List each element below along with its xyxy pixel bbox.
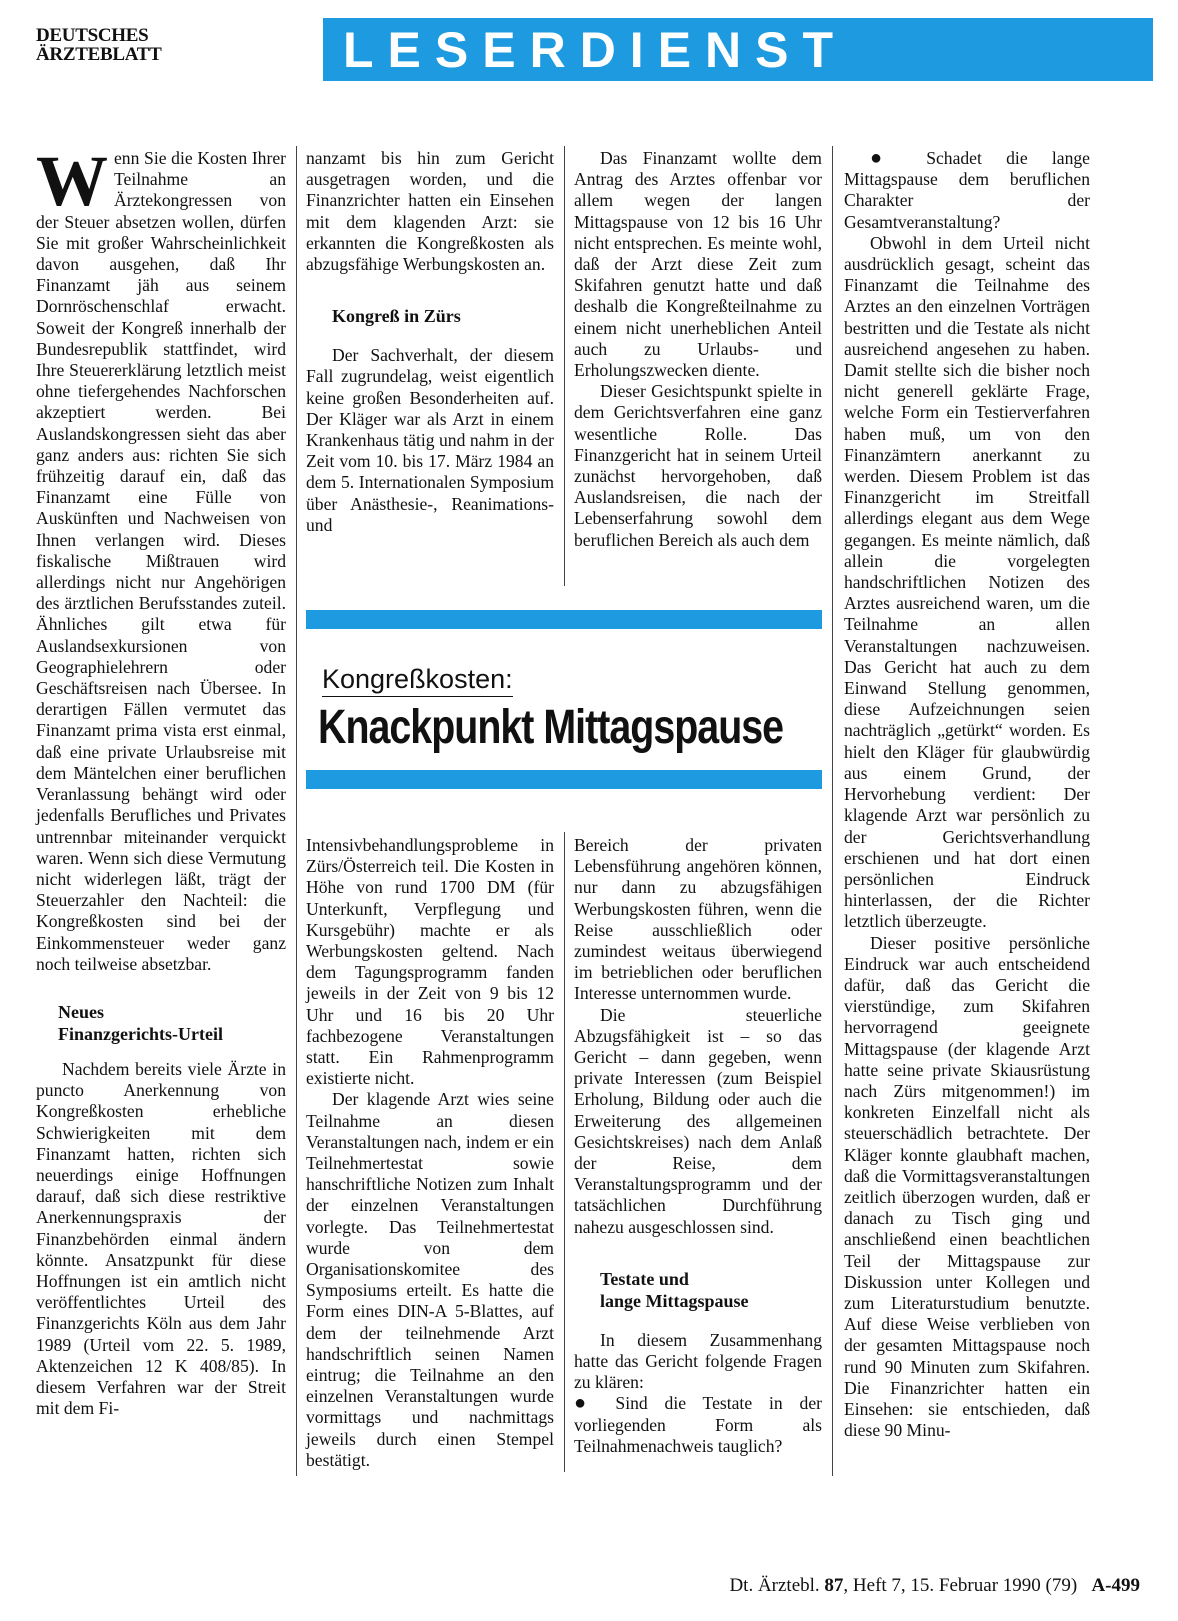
column-3-top [574, 148, 822, 551]
intro-paragraph [36, 141, 286, 975]
intro-text: enn Sie die Kosten Ihrer Teilnahme an Ärztekongressen von der Steuer absetzen wollen, dürfen Sie mit großer Wahrscheinlichkeit davon ausgehen, daß Ihr Finanzamt jäh aus seinem Dornröschenschlaf erwacht. Soweit der Kongreß innerhalb der Bundesrepublik stattfindet, wird Ihre Steuererklärung letztlich meist ohne tiefergehendes Nachforschen akzeptiert werden. Bei Auslandskongressen sieht das aber ganz anders aus: richten Sie sich frühzeitig darauf ein, daß das Finanzamt eine Fülle von Auskünften und Nachweisen von Ihnen verlangen wird. Dieses fiskalische Mißtrauen wird allerdings nicht nur Angehörigen des ärztlichen Berufsstandes zuteil. Ähnliches gilt etwa für Auslandsexkursionen von Geographielehrern oder Geschäftsreisen nach Übersee. In derartigen Fällen vermutet das Finanzamt prima vista erst einmal, daß eine private Urlaubsreise mit dem Mäntelchen einer beruflichen Veranlassung behängt wird oder jedenfalls Berufliches und Privates untrennbar miteinander verquickt waren. Wenn sich diese Vermutung nicht widerlegen läßt, trägt der Steuerzahler den Nachteil: die Kongreßkosten sind bei der Einkommensteuer weder ganz noch teilweise absetzbar. [36, 148, 286, 974]
bullet-item-2 [844, 148, 1090, 233]
column-3-bottom [574, 835, 822, 1457]
masthead-line2: ÄRZTEBLATT [36, 44, 162, 65]
paragraph: Der klagende Arzt wies seine Teilnahme an diesen Veranstaltungen nach, indem er ein Teilnehmertestat sowie hanschriftliche Notizen zum Inhalt der einzelnen Veranstaltungen vorlegte. Das Teilnehmertestat wurde von dem Organisationskomitee des Symposiums erteilt. Es hatte die Form eines DIN-A 5-Blattes, auf dem der teilnehmende Arzt handschriftlich seinen Namen eintrug; die Teilnahme an den einzelnen Veranstaltungen wurde vormittags und nachmittags jeweils durch einen Stempel bestätigt. [306, 1089, 554, 1470]
paragraph: Dieser positive persönliche Eindruck war auch entscheidend dafür, daß das Gericht die vierstündige, zum Skifahren hervorragend geeignete Mittagspause (der klagende Arzt hatte seine private Skiausrüstung nach Zürs mitgenommen!) im konkreten Einzelfall nicht als steuerschädlich betrachtete. Der Kläger konnte glaubhaft machen, daß die Vormittagsveranstaltungen zeitlich überzogen wurden, daß er danach zu Tisch ging und anschließend einen beachtlichen Teil der Mittagspause zur Diskussion unter Kollegen und zum Literaturstudium benutzte. Auf diese Weise verblieben von der gesamten Mittagspause noch rund 90 Minuten zum Skifahren. Die Finanzrichter hatten ein Einsehen: sie entschieden, daß diese 90 Minu- [844, 932, 1090, 1441]
column-rule-1 [296, 146, 297, 1476]
bullet-dot-icon: ● [574, 1392, 599, 1415]
paragraph: In diesem Zusammenhang hatte das Gericht folgende Fragen zu klären: [574, 1329, 822, 1393]
column-2-bottom [306, 835, 554, 1471]
paragraph: nanzamt bis hin zum Gericht ausgetragen worden, und die Finanzrichter hatten ein Einsehen mit dem klagenden Arzt: sie erkannten die Kongreßkosten als abzugsfähige Werbungskosten an. [306, 148, 554, 275]
column-rule-2b [564, 832, 565, 1472]
subhead-testate-line2: lange Mittagspause [600, 1290, 749, 1311]
paragraph: Nachdem bereits viele Ärzte in puncto Anerkennung von Kongreßkosten erhebliche Schwierigkeiten mit dem Finanzamt hatten, richten sich neuerdings einige Hoffnungen darauf, daß sich diese restriktive Anerkennungspraxis der Finanzbehörden einmal ändern könnte. Ansatzpunkt für diese Hoffnungen ist ein amtlich nicht veröffentlichtes Urteil des Finanzgerichts Köln aus dem Jahr 1989 (Urteil vom 22. 5. 1989, Aktenzeichen 12 K 408/85). In diesem Verfahren war der Streit mit dem Fi- [36, 1058, 286, 1419]
subhead-kongress-zuers: Kongreß in Zürs [332, 306, 461, 327]
page-footer [640, 1574, 1140, 1598]
column-4 [844, 148, 1090, 1441]
subhead-testate [574, 1268, 822, 1312]
paragraph: Obwohl in dem Urteil nicht ausdrücklich gesagt, scheint das Finanzamt die Teilnahme des Arztes an den einzelnen Vorträgen bestritten und die Testate als nicht ausreichend angesehen zu haben. Damit stellte sich die bisher noch nicht generell geklärte Frage, welche Form ein Testierverfahren haben muß, um von den Finanzämtern anerkannt zu werden. Diesem Problem ist das Finanzgericht im Streitfall allerdings elegant aus dem Wege gegangen. Es meinte nämlich, daß allein die vorgelegten handschriftlichen Notizen des Arztes ausreichend waren, um die Teilnahme an allen Veranstaltungen nachzuweisen. Das Gericht hat auch zu dem Einwand Stellung genommen, diese Aufzeichnungen seien nachträglich „getürkt“ worden. Es hielt den Kläger für glaubwürdig aus einem Grund, der Hervorhebung verdient: Der klagende Arzt war persönlich zu der Gerichtsverhandlung erschienen und hat dort einen persönlichen Eindruck hinterlassen, der die Richter letztlich überzeugte. [844, 232, 1090, 932]
subhead-neues-urteil [32, 1001, 286, 1045]
headline: Knackpunkt Mittagspause [318, 701, 784, 754]
paragraph: Dieser Gesichtspunkt spielte in dem Gerichtsverfahren eine ganz wesentliche Rolle. Das Finanzgericht hat in seinem Urteil zunächst hervorgehoben, daß Auslandsreisen, die nach der Lebenserfahrung sowohl dem beruflichen Bereich als auch dem [574, 381, 822, 550]
bullet-text: Schadet die lange Mittagspause dem beruflichen Charakter der Gesamtveranstaltung? [844, 148, 1090, 232]
masthead [36, 26, 216, 64]
footer-page-number: A-499 [1091, 1575, 1140, 1596]
subhead-neues-line2: Finanzgerichts-Urteil [58, 1023, 223, 1044]
paragraph: Intensivbehandlungsprobleme in Zürs/Österreich teil. Die Kosten in Höhe von rund 1700 DM (für Unterkunft, Verpflegung und Kursgebühr) machte er als Werbungskosten geltend. Nach dem Tagungsprogramm fanden jeweils in der Zeit von 9 bis 12 Uhr und 16 bis 20 Uhr fachbezogene Veranstaltungen statt. Ein Rahmenprogramm existierte nicht. [306, 835, 554, 1089]
bullet-item-1 [574, 1393, 822, 1457]
footer-issue: , Heft 7, 15. Februar 1990 (79) [843, 1575, 1078, 1596]
footer-volume: 87 [824, 1575, 844, 1596]
footer-journal: Dt. Ärztebl. [729, 1575, 820, 1596]
column-rule-3 [832, 146, 833, 1476]
bullet-text: Sind die Testate in der vorliegenden Form als Teilnahmenachweis tauglich? [574, 1393, 822, 1456]
bullet-dot-icon: ● [870, 147, 902, 169]
section-banner [323, 18, 1153, 81]
headline-stripe-top [306, 610, 822, 629]
section-banner-label: LESERDIENST [343, 22, 848, 78]
subhead-testate-line1: Testate und [600, 1268, 689, 1289]
headline-stripe-bottom [306, 770, 822, 789]
masthead-line1: DEUTSCHES [36, 25, 149, 46]
paragraph: Der Sachverhalt, der diesem Fall zugrundelag, weist eigentlich keine großen Besonderheiten auf. Der Kläger war als Arzt in einem Krankenhaus tätig und nahm in der Zeit vom 10. bis 17. März 1984 an dem 5. Internationalen Symposium über Anästhesie-, Reanimations- und [306, 345, 554, 535]
headline-kicker: Kongreßkosten: [322, 663, 513, 697]
paragraph: Die steuerliche Abzugsfähigkeit ist – so das Gericht – dann gegeben, wenn private Interessen (zum Beispiel Erholung, Bildung oder auch die Erweiterung des allgemeinen Gesichtskreises) nach dem Anlaß der Reise, dem Veranstaltungsprogramm und der tatsächlichen Durchführung nahezu ausgeschlossen sind. [574, 1004, 822, 1237]
subhead-neues-line1: Neues [58, 1001, 104, 1022]
column-rule-2 [564, 146, 565, 586]
paragraph: Das Finanzamt wollte dem Antrag des Arztes offenbar vor allem wegen der langen Mittagspause von 12 bis 16 Uhr nicht entsprechen. Es meinte wohl, daß der Arzt diese Zeit zum Skifahren genutzt hatte und daß deshalb die Kongreßteilnahme zu einem nicht unerheblichen Anteil auch zu Urlaubs- und Erholungszwecken diente. [574, 148, 822, 381]
column-1 [36, 141, 286, 1419]
paragraph: Bereich der privaten Lebensführung angehören können, nur dann zu abzugsfähigen Werbungskosten führen, wenn die Reise ausschließlich oder zumindest weitaus überwiegend im betrieblichen oder beruflichen Interesse unternommen wurde. [574, 835, 822, 1004]
drop-cap: W [36, 141, 108, 221]
column-2-top [306, 148, 554, 536]
